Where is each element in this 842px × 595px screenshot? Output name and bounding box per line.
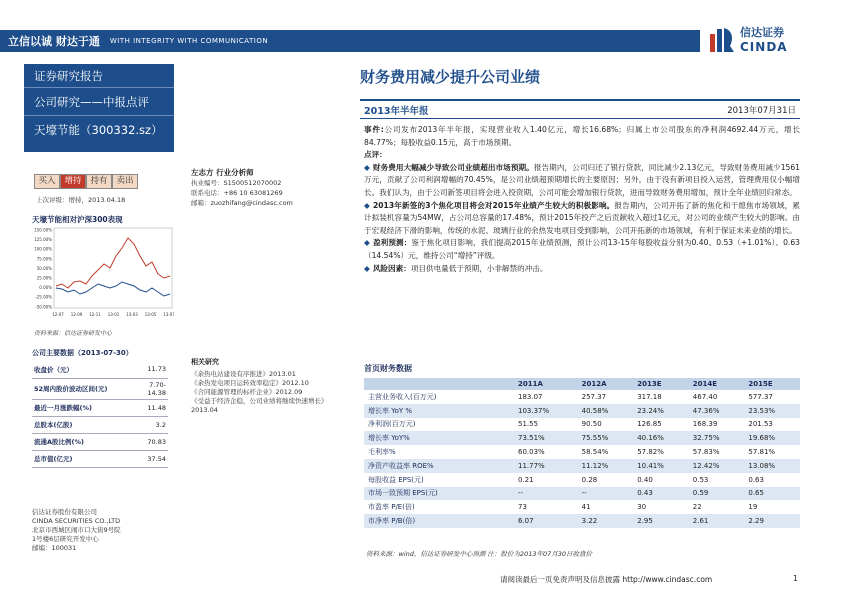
chart-source: 资料来源：信达证券研发中心 <box>34 330 113 337</box>
financials-source: 资料来源：wind，信达证券研发中心预测 注：股价为2013年07月30日收盘价 <box>366 550 593 558</box>
table-cell: 467.40 <box>692 392 718 401</box>
y-tick-label: 25.00% <box>36 275 52 281</box>
table-cell: 23.53% <box>744 404 800 418</box>
table-row: 收盘价（元） 11.73 <box>32 361 168 378</box>
page-header <box>0 0 842 64</box>
cinda-logo <box>710 22 830 56</box>
table-row <box>364 445 800 459</box>
table-cell: -- <box>514 487 578 501</box>
analyst-name: 左志方 行业分析师 <box>191 168 254 177</box>
table-cell: -- <box>578 487 634 501</box>
y-tick-label: 0.00% <box>39 285 52 291</box>
table-row: 最近一月涨跌幅(%) 11.48 <box>32 399 168 416</box>
table-cell: 40.58% <box>578 404 634 418</box>
table-cell: 0.53 <box>692 475 709 484</box>
table-cell: 317.18 <box>637 392 662 401</box>
related-item[interactable]: 《合同能源管理的标杆企业》2012.09 <box>191 388 303 396</box>
footer-disclaimer: 请阅读最后一页免责声明及信息披露 http://www.cindasc.com <box>500 575 713 584</box>
page-title: 财务费用减少提升公司业绩 <box>360 68 541 86</box>
y-tick-label: -50.00% <box>35 304 52 310</box>
row-label: 增长率 YoY % <box>364 404 514 418</box>
table-row: 总股本(亿股) 3.2 <box>32 416 168 433</box>
report-bar <box>360 99 800 119</box>
left-panel <box>24 64 174 152</box>
x-tick-label: 13-01 <box>107 312 120 317</box>
report-period: 2013年半年报 <box>364 105 429 117</box>
table-cell: 11.77% <box>514 459 578 473</box>
relative-chart-title: 天壕节能相对沪深300表现 <box>32 215 123 224</box>
paragraph-1: ◆ 财务费用大幅减少导致公司业绩超出市场预期。报告期内，公司归还了银行贷款，同比减少2.13亿元，导致财务费用减少1561万元，贡献了公司利润增幅的70.45%，是公司业绩超预期增长的主要原因；另外，由于没有新项目投入运营，管理费用仅小幅增长。我们认为，由于公司新签项目将会进入投资期，公司可能会增加银行贷款，进而导致财务费用增加，预计全年业绩回归常态。 <box>364 162 801 197</box>
analyst-info <box>191 168 293 208</box>
table-row <box>364 390 800 404</box>
row-label: 净利润(百万元) <box>368 420 416 429</box>
table-cell: 0.59 <box>689 487 745 501</box>
table-cell: 0.21 <box>518 475 534 484</box>
table-cell: 0.63 <box>748 475 764 484</box>
rating-sell: 卖出 <box>112 174 138 189</box>
paragraph-4: ◆ 风险因素：项目供电量低于预期，小非解禁的冲击。 <box>364 263 548 273</box>
table-row <box>364 404 800 418</box>
table-row: 流通A股比例(%) 70.83 <box>32 433 168 450</box>
table-cell: 47.36% <box>689 404 745 418</box>
table-cell: 0.43 <box>633 487 689 501</box>
table-cell: 183.07 <box>518 392 543 401</box>
event-paragraph: 事件:公司发布2013年半年报，实现营业收入1.40亿元，增长16.68%；归属上市公司股东的净利润4692.44万元，增长84.77%；每股收益0.15元，高于市场预期。 <box>364 125 800 147</box>
previous-rating: 上次评级：增持，2013.04.18 <box>36 196 126 204</box>
y-tick-label: -25.00% <box>35 294 52 300</box>
related-research <box>191 358 341 415</box>
company-info: 信达证券股份有限公司 CINDA SECURITIES CO.,LTD 北京市西城区闹市口大街9号院 1号楼6层研究开发中心 邮编：100031 <box>32 508 121 552</box>
page-number: 1 <box>793 574 798 583</box>
table-cell: 11.12% <box>578 459 634 473</box>
analyst-license: 执业编号：S1500512070002 <box>191 179 282 187</box>
row-label: 净资产收益率 ROE% <box>364 459 514 473</box>
row-label: 市盈率 P/E(倍) <box>368 503 415 512</box>
table-cell: 58.54% <box>581 448 609 457</box>
table-row <box>364 500 800 514</box>
table-cell: 32.75% <box>689 431 745 445</box>
financials-title: 首页财务数据 <box>364 364 412 373</box>
table-cell: 22 <box>692 503 702 512</box>
rating-buy: 买入 <box>34 174 60 189</box>
diamond-icon: ◆ <box>364 238 370 248</box>
report-type: 证券研究报告 <box>24 64 174 88</box>
logo-mark-icon <box>710 26 734 52</box>
report-category: 公司研究——中报点评 <box>24 88 174 116</box>
table-cell: 73.51% <box>514 431 578 445</box>
x-tick-label: 13-05 <box>144 312 157 317</box>
relative-chart <box>32 226 174 326</box>
related-item[interactable]: 《余热发电项目运转效率稳定》2012.10 <box>191 379 309 387</box>
row-label: 增长率 YoY% <box>364 431 514 445</box>
financials-table: 2011A 2012A 2013E 2014E 2015E 主营业务收入(百万元) 183.07 257.37 317.18 467.40 577.37 增长率 YoY % 103.37% 40.58% 23.24% 47.36% 23.53% 净利润(百万元) 51.55 90.50 126.85 168.39 201.53 增长率 YoY% 73.51% 75.55% 40.16% 32.75% 19.68% 毛利率% 60.03% 58.54% 57.82% 57.83% 57.81% 净资产收益率 ROE% 11.77% 11.12% 10.41% 12.42% 13.08% 每股收益 EPS(元) 0.21 0.28 0.40 0.53 0.63 市场一致预期 EPS(元) -- -- 0.43 0.59 0.65 市盈率 P/E(倍) 73 41 30 22 19 市净率 P/B(倍) 6.07 3.22 2.95 2.61 2.29 <box>364 378 800 528</box>
slogan-en: WITH INTEGRITY WITH COMMUNICATION <box>109 37 269 45</box>
diamond-icon: ◆ <box>364 200 370 210</box>
table-row <box>364 487 800 501</box>
table-cell: 90.50 <box>581 420 602 429</box>
table-cell: 103.37% <box>514 404 578 418</box>
table-cell: 73 <box>518 503 527 512</box>
table-row: 总市值(亿元) 37.54 <box>32 450 168 467</box>
table-cell: 0.28 <box>581 475 598 484</box>
y-tick-label: 125.00% <box>34 237 52 243</box>
y-tick-label: 50.00% <box>36 265 52 271</box>
y-tick-label: 100.00% <box>34 246 52 252</box>
key-data-title: 公司主要数据（2013-07-30） <box>32 349 133 357</box>
logo-en: CINDA <box>740 40 788 54</box>
x-tick-label: 12-07 <box>52 312 64 317</box>
table-cell: 10.41% <box>633 459 689 473</box>
paragraph-2: ◆ 2013年新签的3个焦化项目将会对2015年业绩产生较大的积极影响。报告期内，公司开拓了新的焦化和干熄焦市场领域，累计拟装机容量为54MW，占公司总容量的17.48%，预计2015年投产之后贡献收入超过1亿元，对公司的业绩产生较大的影响。由于宏观经济下滑的影响，传统的水泥、玻璃行业的余热发电项目受到影响，公司开拓新的市场领域，有利于保证未来业绩的增长。 <box>364 200 800 235</box>
diamond-icon: ◆ <box>364 263 370 273</box>
row-label: 每股收益 EPS(元) <box>368 475 424 484</box>
table-cell: 40.16% <box>633 431 689 445</box>
table-cell: 2.61 <box>689 514 745 528</box>
related-item[interactable]: 《余热电站建设有序推进》2013.01 <box>191 370 296 378</box>
table-cell: 57.81% <box>748 448 776 457</box>
related-item[interactable]: 《受益于经济企稳，公司业绩将继续快速增长》2013.04 <box>191 397 328 414</box>
table-cell: 13.08% <box>744 459 800 473</box>
table-cell: 51.55 <box>518 420 539 429</box>
y-tick-label: 150.00% <box>34 227 52 233</box>
table-row <box>364 514 800 528</box>
table-cell: 19.68% <box>744 431 800 445</box>
key-data <box>32 348 168 468</box>
table-cell: 23.24% <box>633 404 689 418</box>
report-date: 2013年07月31日 <box>727 105 796 116</box>
analyst-email[interactable]: 邮箱：zuozhifang@cindasc.com <box>191 199 293 207</box>
rating-hold: 持有 <box>86 174 112 189</box>
table-cell: 201.53 <box>748 420 773 429</box>
table-cell: 3.22 <box>578 514 634 528</box>
table-cell: 57.82% <box>637 448 664 457</box>
table-cell: 257.37 <box>581 392 607 401</box>
table-row <box>364 473 800 487</box>
row-label: 市净率 P/B(倍) <box>364 514 514 528</box>
table-cell: 0.40 <box>637 475 653 484</box>
report-body <box>364 124 800 275</box>
row-label: 毛利率% <box>368 448 396 457</box>
table-cell: 0.65 <box>744 487 800 501</box>
table-cell: 2.29 <box>744 514 800 528</box>
table-row <box>364 431 800 445</box>
table-cell: 41 <box>581 503 591 512</box>
row-label: 市场一致预期 EPS(元) <box>364 487 514 501</box>
stock-name: 天壕节能（300332.sz） <box>34 123 163 137</box>
table-cell: 12.42% <box>689 459 745 473</box>
logo-cn: 信达证券 <box>740 26 784 39</box>
x-tick-label: 13-03 <box>126 312 138 317</box>
x-tick-label: 12-11 <box>89 312 101 317</box>
table-row <box>364 459 800 473</box>
table-cell: 2.95 <box>633 514 689 528</box>
diamond-icon: ◆ <box>364 162 370 172</box>
table-cell: 19 <box>748 503 758 512</box>
review-label: 点评： <box>364 150 387 160</box>
x-tick-label: 12-09 <box>70 312 83 317</box>
rating-overweight: 增持 <box>60 174 86 189</box>
slogan: 立信以诚 财达于通 <box>8 35 100 48</box>
x-tick-label: 13-07 <box>163 312 174 317</box>
paragraph-3: ◆ 盈利预测：鉴于焦化项目影响，我们提高2015年业绩预测，预计公司13-15年每股收益分别为0.40、0.53（+1.01%）、0.63（14.54%）元，维持公司“增持”评级。 <box>364 238 800 260</box>
y-tick-label: 75.00% <box>36 256 52 262</box>
table-cell: 126.85 <box>637 420 662 429</box>
table-cell: 75.55% <box>578 431 634 445</box>
related-title: 相关研究 <box>191 358 219 366</box>
table-cell: 6.07 <box>514 514 578 528</box>
table-cell: 30 <box>637 503 647 512</box>
table-cell: 577.37 <box>748 392 773 401</box>
table-cell: 60.03% <box>518 448 545 457</box>
table-cell: 168.39 <box>692 420 718 429</box>
rating-box <box>34 174 138 189</box>
table-row: 52周内股价波动区间(元) 7.70-14.38 <box>32 378 168 399</box>
row-label: 主营业务收入(百万元) <box>368 392 437 401</box>
analyst-phone: 联系电话：+86 10 63081269 <box>191 189 283 197</box>
table-row <box>364 418 800 432</box>
slogan-strip <box>0 30 700 52</box>
table-cell: 57.83% <box>692 448 720 457</box>
